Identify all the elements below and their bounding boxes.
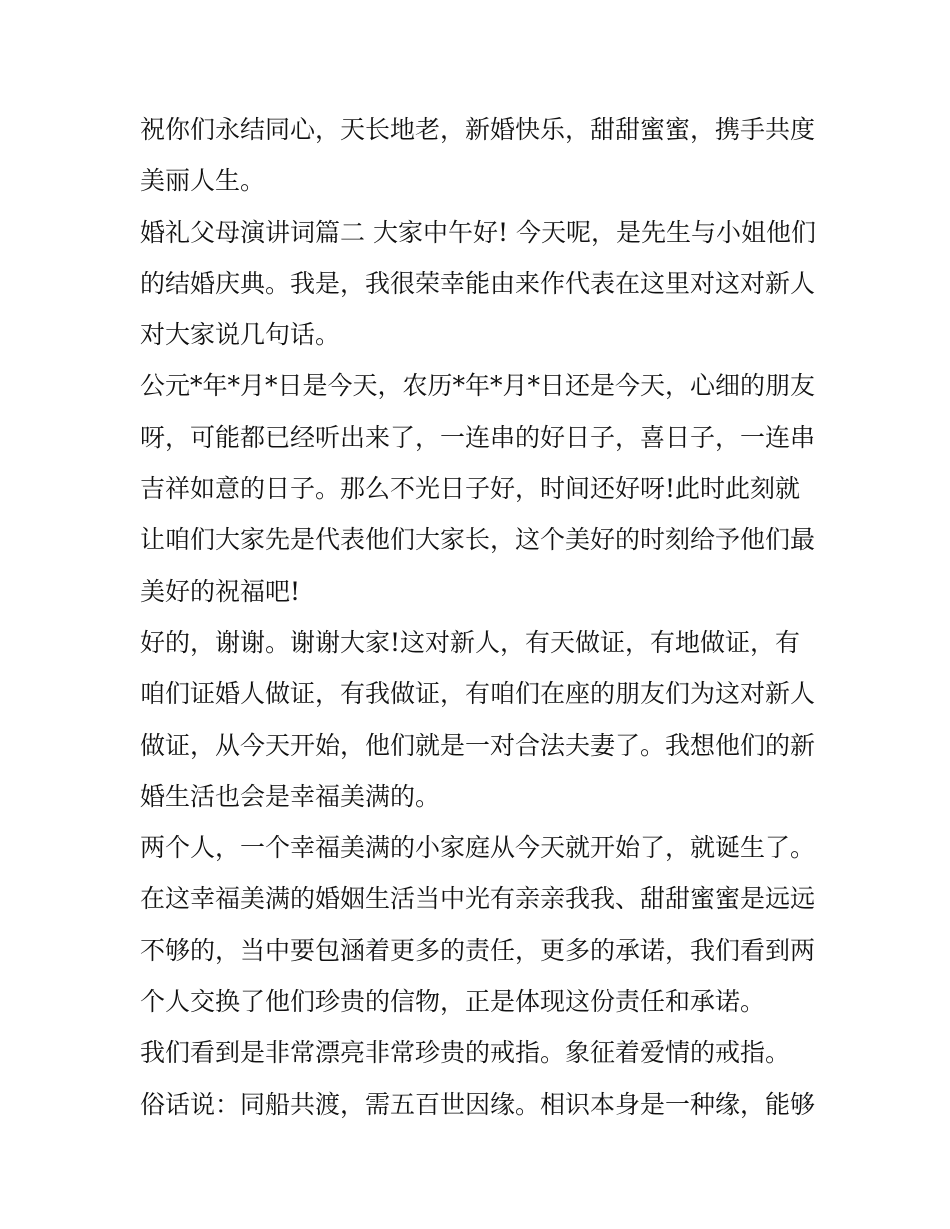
text-line: 对大家说几句话。	[140, 320, 341, 350]
text-line: 在这幸福美满的婚姻生活当中光有亲亲我我、甜甜蜜蜜是远远	[140, 884, 816, 914]
text-line: 让咱们大家先是代表他们大家长，这个美好的时刻给予他们最	[140, 525, 816, 555]
text-line: 美丽人生。	[140, 166, 266, 196]
text-line: 的结婚庆典。我是，我很荣幸能由来作代表在这里对这对新人	[140, 268, 816, 298]
body-text	[140, 104, 820, 1130]
text-line: 祝你们永结同心，天长地老，新婚快乐，甜甜蜜蜜，携手共度	[140, 115, 816, 144]
text-line: 俗话说：同船共渡，需五百世因缘。相识本身是一种缘，能够	[140, 1089, 816, 1119]
text-line: 婚生活也会是幸福美满的。	[140, 781, 441, 811]
text-line: 好的，谢谢。谢谢大家!这对新人，有天做证，有地做证，有	[140, 627, 801, 657]
text-line: 公元*年*月*日是今天，农历*年*月*日还是今天，心细的朋友	[140, 371, 816, 401]
text-line: 个人交换了他们珍贵的信物，正是体现这份责任和承诺。	[140, 987, 766, 1017]
text-line: 吉祥如意的日子。那么不光日子好，时间还好呀!此时此刻就	[140, 474, 801, 504]
text-line: 两个人，一个幸福美满的小家庭从今天就开始了，就诞生了。	[140, 833, 816, 863]
text-line: 美好的祝福吧!	[140, 576, 301, 606]
text-line: 不够的，当中要包涵着更多的责任，更多的承诺，我们看到两	[140, 935, 816, 965]
text-line: 呀，可能都已经听出来了，一连串的好日子，喜日子，一连串	[140, 422, 816, 452]
text-line: 做证，从今天开始，他们就是一对合法夫妻了。我想他们的新	[140, 730, 816, 760]
text-line: 咱们证婚人做证，有我做证，有咱们在座的朋友们为这对新人	[140, 679, 816, 709]
text-line: 我们看到是非常漂亮非常珍贵的戒指。象征着爱情的戒指。	[140, 1038, 791, 1068]
text-line: 婚礼父母演讲词篇二 大家中午好! 今天呢，是先生与小姐他们	[140, 217, 816, 247]
